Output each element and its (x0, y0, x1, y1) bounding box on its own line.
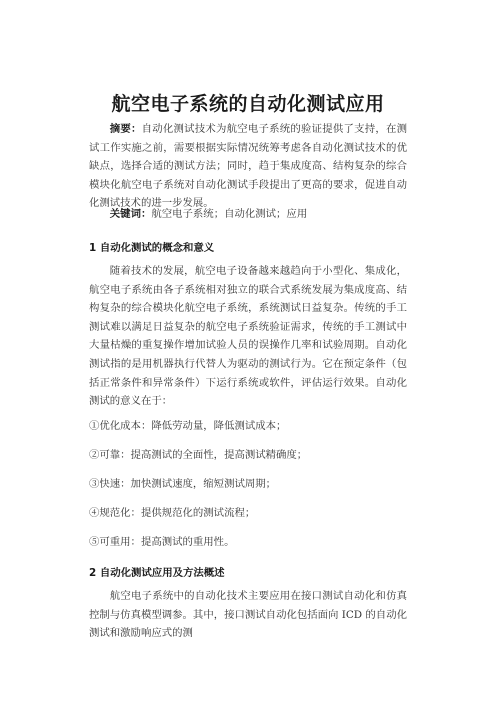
paper-title: 航空电子系统的自动化测试应用 (111, 92, 385, 115)
section-1-heading: 1 自动化测试的概念和意义 (89, 242, 215, 254)
abstract-label: 摘要： (109, 123, 142, 135)
list-item: ①优化成本：降低劳动量，降低测试成本； (89, 420, 287, 432)
abstract (89, 120, 407, 213)
list-item: ④规范化：提供规范化的测试流程； (89, 507, 256, 519)
keywords-label: 关键词： (109, 208, 152, 220)
keywords (89, 205, 407, 224)
keywords-text: 航空电子系统；自动化测试；应用 (151, 208, 308, 220)
list-item: ⑤可重用：提高测试的重用性。 (89, 536, 235, 548)
section-2-heading: 2 自动化测试应用及方法概述 (89, 567, 225, 579)
list-item: ③快速：加快测试速度，缩短测试周期； (89, 478, 277, 490)
list-item: ②可靠：提高测试的全面性，提高测试精确度； (89, 449, 308, 461)
section-2-paragraph: 航空电子系统中的自动化技术主要应用在接口测试自动化和仿真控制与仿真模型调参。其中，接口测试自动化包括面向 ICD 的自动化测试和激励响应式的测 (89, 590, 407, 640)
abstract-text: 自动化测试技术为航空电子系统的验证提供了支持，在测试工作实施之前，需要根据实际情况统筹考虑各自动化测试技术的优缺点，选择合适的测试方法；同时，趋于集成度高、结构复杂的综合模块化航空电子系统对自动化测试手段提出了更高的要求，促进自动化测试技术的进一步发展。 (89, 123, 408, 210)
section-1-paragraph: 随着技术的发展，航空电子设备越来越趋向于小型化、集成化，航空电子系统由各子系统相对独立的联合式系统发展为集成度高、结构复杂的综合模块化航空电子系统，系统测试日益复杂。传统的手工测试难以满足日益复杂的航空电子系统验证需求，传统的手工测试中大量枯燥的重复操作增加试验人员的误操作几率和试验周期。自动化测试指的是用机器执行代替人为驱动的测试行为。它在预定条件（包括正常条件和异常条件）下运行系统或软件，评估运行效果。自动化测试的意义在于： (89, 265, 407, 408)
